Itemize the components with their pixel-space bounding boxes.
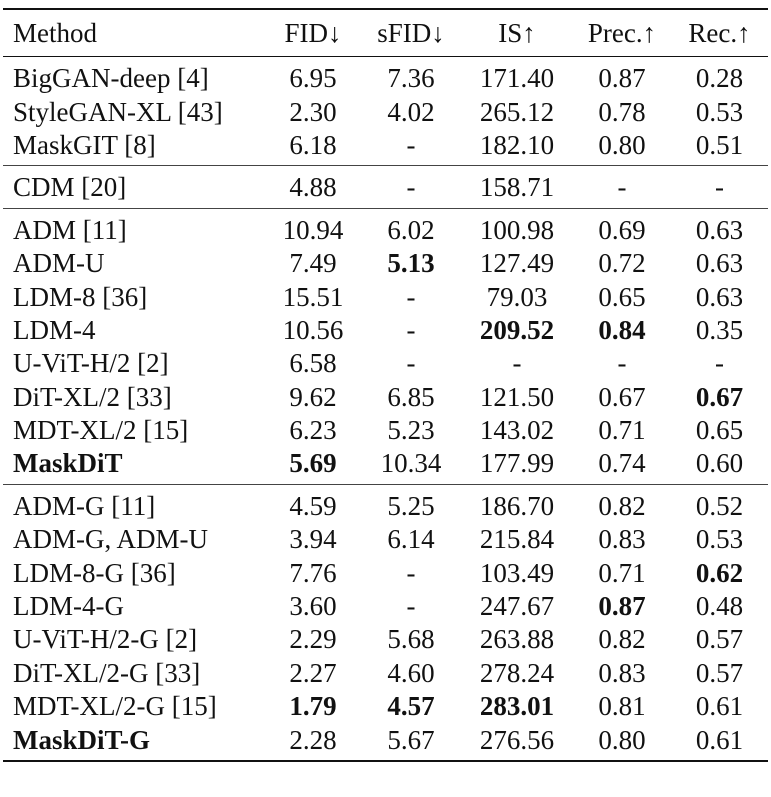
table-row [3,381,768,414]
header-row [3,9,768,57]
cell-sfid: 5.23 [387,415,435,446]
cell-precision: 0.67 [598,381,646,412]
cell-sfid: 10.34 [380,448,442,479]
cell-is: 209.52 [479,314,555,345]
cell-precision: 0.81 [598,691,646,722]
cell-precision: 0.78 [598,96,646,127]
cell-fid: 3.94 [289,524,337,555]
cell-precision: 0.69 [598,214,646,245]
header-precision: Prec.↑ [587,17,657,48]
cell-precision: 0.65 [598,281,646,312]
cell-is: 263.88 [479,624,555,655]
cell-is: 171.40 [479,63,555,94]
table-row [3,314,768,347]
table-row [3,447,768,484]
table-row [3,556,768,589]
cell-sfid: 4.02 [387,96,435,127]
cell-precision: - [617,348,627,379]
cell-recall: 0.60 [695,448,744,479]
cell-fid: 4.59 [289,490,337,521]
cell-is: 247.67 [479,591,555,622]
cell-recall: 0.57 [695,657,744,688]
cell-method: ADM-G [11] [13,490,156,521]
table-row [3,414,768,447]
table-row [3,129,768,166]
cell-method: StyleGAN-XL [43] [13,96,223,127]
table-row [3,247,768,280]
header-recall: Rec.↑ [688,17,751,48]
cell-method: MDT-XL/2-G [15] [13,691,217,722]
cell-recall: 0.62 [695,557,744,588]
cell-precision: 0.82 [598,624,646,655]
header-method: Method [13,17,97,48]
cell-is: 278.24 [479,657,555,688]
cell-recall: 0.51 [695,129,744,160]
cell-recall: - [715,172,724,203]
cell-recall: 0.53 [695,96,744,127]
cell-sfid: 5.25 [387,490,435,521]
cell-sfid: - [406,314,416,345]
cell-precision: 0.83 [598,657,646,688]
cell-precision: 0.71 [598,557,646,588]
cell-fid: 2.30 [289,96,337,127]
header-is: IS↑ [498,17,536,48]
cell-sfid: 4.60 [387,657,435,688]
table-row [3,723,768,760]
cell-recall: 0.67 [695,381,744,412]
cell-recall: 0.28 [695,63,744,94]
cell-fid: 5.69 [289,448,337,479]
table-row [3,623,768,656]
cell-method: MDT-XL/2 [15] [13,415,189,446]
cell-fid: 15.51 [282,281,344,312]
cell-recall: 0.35 [695,314,744,345]
cell-method: U-ViT-H/2-G [2] [13,624,198,655]
table-row [3,280,768,313]
cell-recall: 0.48 [695,591,744,622]
cell-fid: 6.95 [289,63,337,94]
cell-sfid: 6.85 [387,381,435,412]
cell-recall: 0.61 [695,724,744,755]
cell-fid: 6.58 [289,348,337,379]
cell-precision: 0.83 [598,524,646,555]
cell-sfid: - [406,348,416,379]
table-row [3,95,768,128]
cell-fid: 2.27 [289,657,337,688]
cell-precision: - [617,172,627,203]
table-group [3,166,768,208]
cell-recall: 0.53 [695,524,744,555]
table-row [3,347,768,380]
cell-sfid: - [406,557,416,588]
cell-recall: 0.57 [695,624,744,655]
cell-sfid: 5.68 [387,624,435,655]
cell-fid: 2.28 [289,724,337,755]
cell-is: 79.03 [486,281,548,312]
cell-fid: 6.23 [289,415,337,446]
cell-precision: 0.87 [598,591,646,622]
cell-method: ADM-G, ADM-U [13,524,208,555]
cell-fid: 7.76 [289,557,337,588]
cell-fid: 4.88 [289,172,337,203]
cell-is: 283.01 [479,691,555,722]
cell-method: LDM-4-G [13,591,124,622]
table-row [3,208,768,247]
cell-method: ADM [11] [13,214,127,245]
cell-sfid: 6.02 [387,214,435,245]
cell-sfid: - [406,591,416,622]
header-sfid: sFID↓ [377,17,445,48]
cell-is: - [512,348,522,379]
table-group [3,208,768,484]
cell-precision: 0.80 [598,129,646,160]
cell-method: DiT-XL/2-G [33] [13,657,201,688]
cell-fid: 6.18 [289,129,337,160]
cell-precision: 0.82 [598,490,646,521]
cell-recall: 0.61 [695,691,744,722]
cell-fid: 2.29 [289,624,337,655]
cell-method: LDM-4 [13,314,96,345]
cell-is: 100.98 [479,214,555,245]
cell-is: 215.84 [479,524,555,555]
cell-is: 143.02 [479,415,555,446]
cell-method: MaskGIT [8] [13,129,156,160]
cell-is: 177.99 [479,448,555,479]
cell-method: CDM [20] [13,172,127,203]
cell-recall: 0.52 [695,490,744,521]
cell-is: 276.56 [479,724,555,755]
table-row [3,57,768,96]
cell-precision: 0.84 [598,314,646,345]
header-fid: FID↓ [284,17,342,48]
cell-fid: 7.49 [289,248,337,279]
cell-is: 127.49 [479,248,555,279]
cell-method: DiT-XL/2 [33] [13,381,172,412]
cell-is: 186.70 [479,490,555,521]
cell-sfid: - [406,172,416,203]
cell-recall: 0.63 [695,248,744,279]
cell-precision: 0.71 [598,415,646,446]
cell-is: 121.50 [479,381,555,412]
cell-fid: 10.56 [282,314,344,345]
table-row [3,523,768,556]
cell-sfid: 6.14 [387,524,435,555]
cell-method: ADM-U [13,248,105,279]
cell-is: 182.10 [479,129,555,160]
cell-fid: 10.94 [282,214,344,245]
cell-recall: 0.65 [695,415,744,446]
cell-is: 265.12 [479,96,555,127]
cell-sfid: 5.13 [387,248,435,279]
cell-sfid: 4.57 [387,691,435,722]
cell-fid: 1.79 [289,691,337,722]
cell-sfid: - [406,129,416,160]
table-header [3,9,768,57]
cell-sfid: 5.67 [387,724,435,755]
cell-fid: 9.62 [289,381,337,412]
table-row [3,657,768,690]
table-row [3,484,768,523]
table-row [3,590,768,623]
cell-fid: 3.60 [289,591,337,622]
cell-recall: 0.63 [695,214,744,245]
cell-is: 158.71 [479,172,555,203]
cell-is: 103.49 [479,557,555,588]
table-group [3,484,768,761]
table-row [3,166,768,208]
cell-method: MaskDiT-G [13,724,151,755]
results-table [3,8,768,762]
cell-method: LDM-8 [36] [13,281,148,312]
cell-precision: 0.72 [598,248,646,279]
cell-sfid: - [406,281,416,312]
table-group [3,57,768,166]
cell-recall: 0.63 [695,281,744,312]
cell-precision: 0.80 [598,724,646,755]
cell-sfid: 7.36 [387,63,435,94]
cell-method: BigGAN-deep [4] [13,63,209,94]
cell-method: MaskDiT [13,448,123,479]
cell-method: LDM-8-G [36] [13,557,176,588]
table-row [3,690,768,723]
cell-method: U-ViT-H/2 [2] [13,348,169,379]
cell-precision: 0.74 [598,448,646,479]
cell-recall: - [715,348,724,379]
cell-precision: 0.87 [598,63,646,94]
